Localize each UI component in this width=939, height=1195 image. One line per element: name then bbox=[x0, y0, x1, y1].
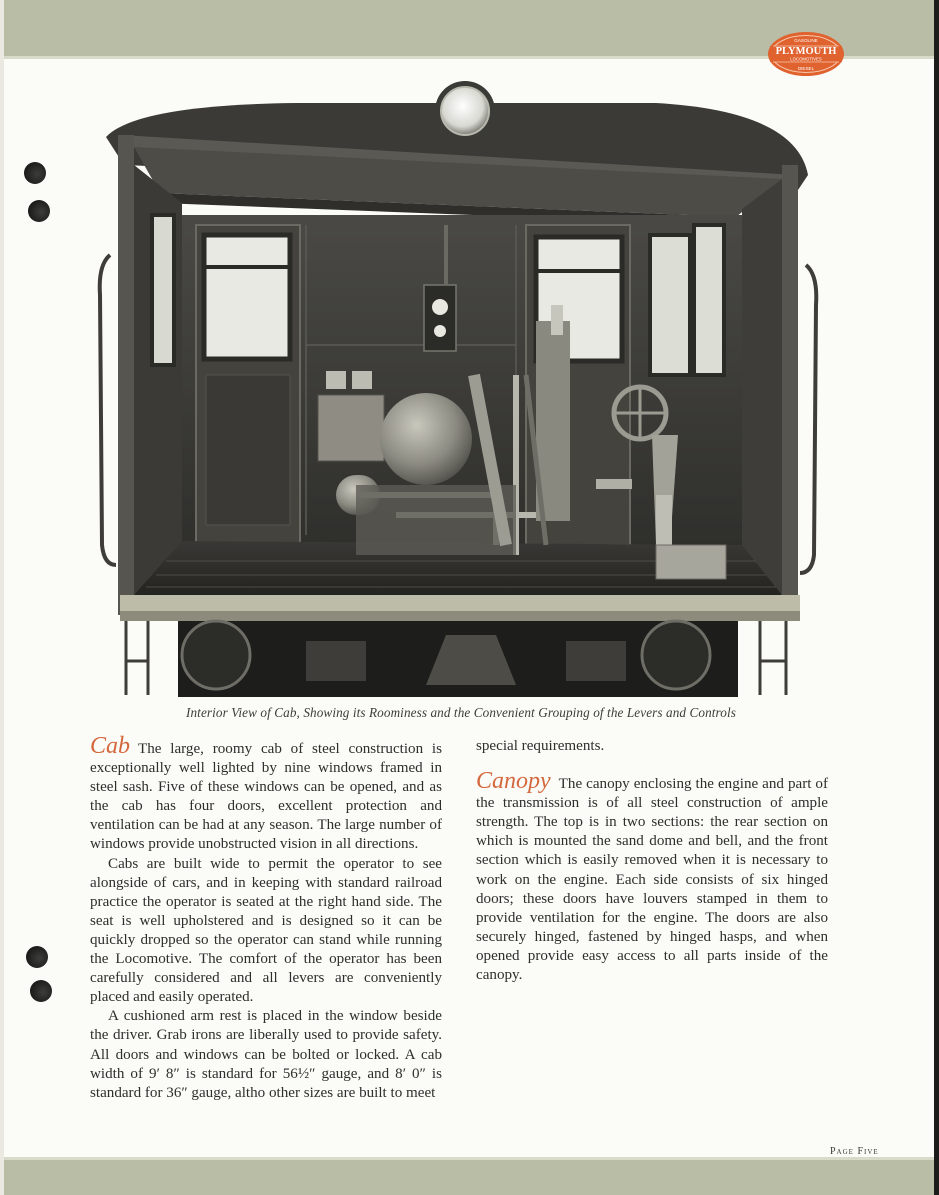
binder-hole-4 bbox=[30, 980, 52, 1002]
binder-hole-2 bbox=[28, 200, 50, 222]
cab-paragraph-3-continued: special requirements. bbox=[476, 738, 605, 754]
page-number: Page Five bbox=[830, 1146, 879, 1157]
cab-interior-photo bbox=[96, 75, 820, 697]
cab-paragraph-2: Cabs are built wide to permit the operator to see alongside of cars, and in keeping with standard railroad practice the operator is seated at the right hand side. The seat is well upholstered and is designed so it can be quickly dropped so the operator can stand while running the Locomotive. The comfort of the operator has been carefully considered and all levers are conveniently placed and easily operated. bbox=[90, 855, 442, 1006]
binder-hole-3 bbox=[26, 946, 48, 968]
cab-paragraph-1 bbox=[90, 733, 442, 855]
binder-hole-1 bbox=[24, 162, 46, 184]
bottom-border-band bbox=[0, 1160, 939, 1195]
canopy-paragraph-1 bbox=[476, 768, 828, 985]
canopy-paragraph-1-text: The canopy enclosing the engine and part of the transmission is of all steel construction of ample strength. The top is in two sections: the rear section on which is mounted the sand dome and bell, and the front section which is easily removed when it is necessary to work on the engine. Each side consists of six hinged doors; these doors have louvers stamped in them to provide ventilation for the engine. The doors are also securely hinged, fastened by hinged hasps, and when opened provide easy access to all parts inside of the canopy. bbox=[476, 776, 828, 984]
article-column-right bbox=[476, 737, 828, 985]
figure-caption: Interior View of Cab, Showing its Roominess and the Convenient Grouping of the Levers and Controls bbox=[186, 705, 736, 720]
plymouth-logo bbox=[767, 30, 845, 78]
logo-brand: PLYMOUTH bbox=[775, 46, 837, 57]
right-page-edge bbox=[934, 0, 939, 1195]
left-page-edge bbox=[0, 0, 4, 1195]
cab-paragraph-3: A cushioned arm rest is placed in the window beside the driver. Grab irons are liberally used to provide safety. All doors and windows can be bolted or locked. A cab width of 9′ 8″ is standard for 56½″ gauge, and 8′ 0″ is standard for 36″ gauge, altho other sizes are built to meet bbox=[90, 1008, 442, 1101]
article-column-left bbox=[90, 733, 442, 1103]
cab-continuation-spacer bbox=[476, 737, 828, 756]
logo-bottom-text: DIESEL bbox=[797, 66, 815, 71]
logo-top-text: GASOLINE bbox=[794, 38, 818, 43]
logo-sub-text: LOCOMOTIVES bbox=[790, 56, 822, 62]
canopy-heading: Canopy bbox=[476, 768, 551, 795]
cab-paragraph-1-text: The large, roomy cab of steel construction is exceptionally well lighted by nine windows framed in steel sash. Five of these windows can be opened, and as the cab has four doors, excellent protection and ventilation can be had at any season. The large number of windows provide unobstructed vision in all directions. bbox=[90, 741, 442, 853]
cab-heading: Cab bbox=[90, 733, 131, 759]
